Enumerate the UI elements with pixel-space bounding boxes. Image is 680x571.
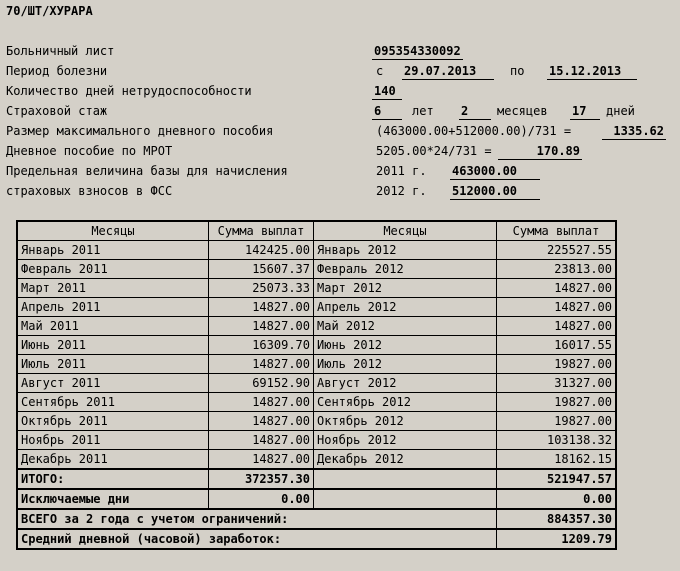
amount-2011-cell[interactable]: 15607.37: [209, 260, 314, 279]
month-2011-cell: Декабрь 2011: [17, 450, 209, 470]
max-benefit-value[interactable]: 1335.62: [602, 124, 666, 140]
table-row: [17, 317, 616, 336]
excluded-days-row: [17, 489, 616, 509]
month-2011-cell: Июль 2011: [17, 355, 209, 374]
month-2012-cell: Май 2012: [314, 317, 497, 336]
column-header-amount-2011: Сумма выплат: [209, 221, 314, 241]
month-2011-cell: Октябрь 2011: [17, 412, 209, 431]
stazh-months-unit: месяцев: [497, 104, 548, 118]
amount-2012-cell[interactable]: 225527.55: [497, 241, 617, 260]
column-header-amount-2012: Сумма выплат: [497, 221, 617, 241]
grand-total-label: ВСЕГО за 2 года с учетом ограничений:: [17, 509, 497, 529]
amount-2012-cell[interactable]: 16017.55: [497, 336, 617, 355]
month-2012-cell: Декабрь 2012: [314, 450, 497, 470]
amount-2011-cell[interactable]: 14827.00: [209, 412, 314, 431]
max-benefit-formula: (463000.00+512000.00)/731 =: [376, 124, 572, 138]
month-2011-cell: Март 2011: [17, 279, 209, 298]
total-spacer: [314, 469, 497, 489]
stazh-months[interactable]: 2: [459, 104, 491, 120]
month-2011-cell: Август 2011: [17, 374, 209, 393]
table-row: [17, 298, 616, 317]
table-row: [17, 431, 616, 450]
month-2012-cell: Февраль 2012: [314, 260, 497, 279]
table-row: [17, 260, 616, 279]
table-row: [17, 355, 616, 374]
earnings-table: [16, 220, 617, 550]
month-2011-cell: Июнь 2011: [17, 336, 209, 355]
sick-leave-label: Больничный лист: [6, 44, 115, 58]
amount-2012-cell[interactable]: 19827.00: [497, 412, 617, 431]
amount-2012-cell[interactable]: 19827.00: [497, 355, 617, 374]
period-from-date[interactable]: 29.07.2013: [402, 64, 494, 80]
mrot-value[interactable]: 170.89: [498, 144, 582, 160]
limit-value-2012[interactable]: 512000.00: [450, 184, 540, 200]
column-header-months-2011: Месяцы: [17, 221, 209, 241]
table-row: [17, 412, 616, 431]
amount-2011-cell[interactable]: 14827.00: [209, 317, 314, 336]
average-earnings-row: [17, 529, 616, 549]
month-2012-cell: Январь 2012: [314, 241, 497, 260]
document-code: 70/ШТ/ХУРАРА: [6, 4, 93, 18]
amount-2011-cell[interactable]: 14827.00: [209, 355, 314, 374]
month-2011-cell: Сентябрь 2011: [17, 393, 209, 412]
amount-2011-cell[interactable]: 14827.00: [209, 431, 314, 450]
amount-2011-cell[interactable]: 69152.90: [209, 374, 314, 393]
table-header-row: [17, 221, 616, 241]
table-body: [17, 241, 616, 470]
grand-total-value: 884357.30: [497, 509, 617, 529]
column-header-months-2012: Месяцы: [314, 221, 497, 241]
amount-2012-cell[interactable]: 23813.00: [497, 260, 617, 279]
month-2012-cell: Июнь 2012: [314, 336, 497, 355]
total-2011: 372357.30: [209, 469, 314, 489]
stazh-years-unit: лет: [412, 104, 434, 118]
limit-label-line2: страховых взносов в ФСС: [6, 184, 173, 198]
limit-year-2012: 2012 г.: [376, 184, 427, 198]
month-2012-cell: Октябрь 2012: [314, 412, 497, 431]
amount-2011-cell[interactable]: 25073.33: [209, 279, 314, 298]
mrot-formula: 5205.00*24/731 =: [376, 144, 492, 158]
mrot-label: Дневное пособие по МРОТ: [6, 144, 173, 158]
excluded-days-label: Исключаемые дни: [17, 489, 209, 509]
month-2011-cell: Май 2011: [17, 317, 209, 336]
average-earnings-value: 1209.79: [497, 529, 617, 549]
max-benefit-label: Размер максимального дневного пособия: [6, 124, 274, 138]
table-row: [17, 279, 616, 298]
sick-leave-number[interactable]: 095354330092: [374, 44, 461, 58]
total-label: ИТОГО:: [17, 469, 209, 489]
table-row: [17, 336, 616, 355]
period-from-prefix: с: [376, 64, 384, 78]
amount-2012-cell[interactable]: 18162.15: [497, 450, 617, 470]
limit-label-line1: Предельная величина базы для начисления: [6, 164, 288, 178]
amount-2012-cell[interactable]: 14827.00: [497, 317, 617, 336]
month-2012-cell: Сентябрь 2012: [314, 393, 497, 412]
month-2011-cell: Февраль 2011: [17, 260, 209, 279]
limit-value-2011[interactable]: 463000.00: [450, 164, 540, 180]
amount-2012-cell[interactable]: 103138.32: [497, 431, 617, 450]
amount-2012-cell[interactable]: 14827.00: [497, 279, 617, 298]
days-label: Количество дней нетрудоспособности: [6, 84, 252, 98]
month-2012-cell: Апрель 2012: [314, 298, 497, 317]
amount-2011-cell[interactable]: 142425.00: [209, 241, 314, 260]
stazh-days-unit: дней: [606, 104, 635, 118]
month-2012-cell: Июль 2012: [314, 355, 497, 374]
month-2011-cell: Январь 2011: [17, 241, 209, 260]
stazh-years[interactable]: 6: [372, 104, 402, 120]
days-value[interactable]: 140: [372, 84, 402, 100]
amount-2011-cell[interactable]: 14827.00: [209, 450, 314, 470]
amount-2012-cell[interactable]: 19827.00: [497, 393, 617, 412]
excluded-days-2012[interactable]: 0.00: [497, 489, 617, 509]
excluded-days-2011[interactable]: 0.00: [209, 489, 314, 509]
stazh-days[interactable]: 17: [570, 104, 600, 120]
month-2012-cell: Ноябрь 2012: [314, 431, 497, 450]
table-row: [17, 450, 616, 470]
total-row: [17, 469, 616, 489]
excluded-days-spacer: [314, 489, 497, 509]
amount-2012-cell[interactable]: 14827.00: [497, 298, 617, 317]
period-label: Период болезни: [6, 64, 108, 78]
month-2011-cell: Ноябрь 2011: [17, 431, 209, 450]
total-2012: 521947.57: [497, 469, 617, 489]
table-row: [17, 241, 616, 260]
grand-total-row: [17, 509, 616, 529]
month-2012-cell: Март 2012: [314, 279, 497, 298]
amount-2011-cell[interactable]: 16309.70: [209, 336, 314, 355]
period-to-prefix: по: [510, 64, 525, 78]
stazh-label: Страховой стаж: [6, 104, 108, 118]
amount-2012-cell[interactable]: 31327.00: [497, 374, 617, 393]
limit-year-2011: 2011 г.: [376, 164, 427, 178]
amount-2011-cell[interactable]: 14827.00: [209, 298, 314, 317]
month-2012-cell: Август 2012: [314, 374, 497, 393]
table-row: [17, 393, 616, 412]
amount-2011-cell[interactable]: 14827.00: [209, 393, 314, 412]
period-to-date[interactable]: 15.12.2013: [547, 64, 637, 80]
month-2011-cell: Апрель 2011: [17, 298, 209, 317]
table-row: [17, 374, 616, 393]
average-earnings-label: Средний дневной (часовой) заработок:: [17, 529, 497, 549]
